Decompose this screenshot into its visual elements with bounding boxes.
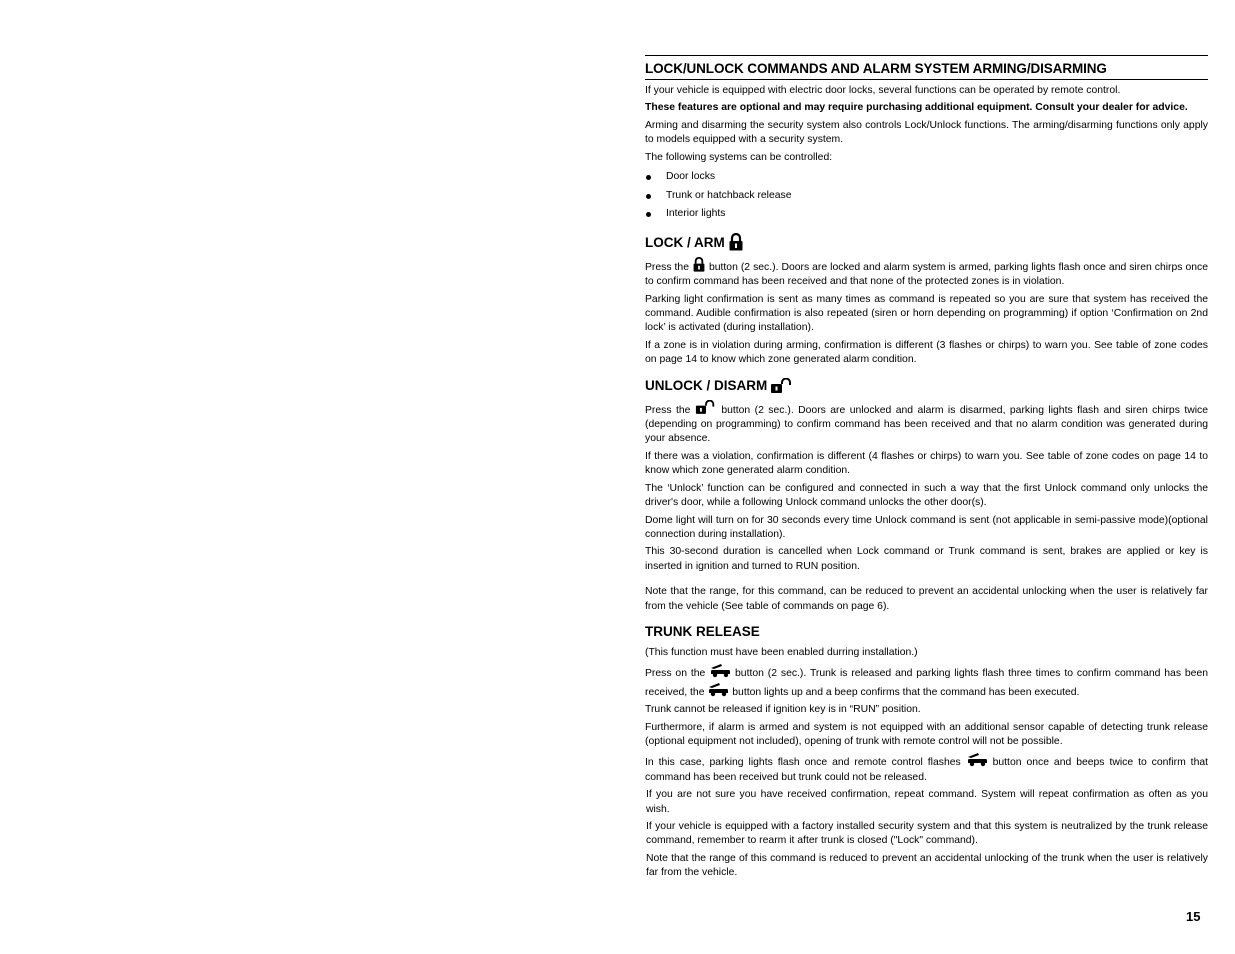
car-trunk-icon bbox=[707, 682, 729, 697]
padlock-closed-icon bbox=[692, 257, 706, 272]
unlock-paragraph: The ‘Unlock’ function can be configured and connected in such a way that the first Unlock command only unlocks the driver's door, while a following Unlock command unlocks the other door(s). bbox=[645, 482, 1208, 509]
section-title: LOCK/UNLOCK COMMANDS AND ALARM SYSTEM ARMING/DISARMING bbox=[645, 56, 1208, 80]
intro-paragraph: Arming and disarming the security system also controls Lock/Unlock functions. The arming/disarming functions only apply to models equipped with a security system. bbox=[645, 119, 1208, 146]
unlock-paragraph: If there was a violation, confirmation is different (4 flashes or chirps) to warn you. See table of zone codes on page 14 to know which zone generated alarm condition. bbox=[645, 450, 1208, 477]
intro-paragraph: The following systems can be controlled: bbox=[645, 151, 833, 163]
manual-page bbox=[645, 55, 1208, 884]
trunk-paragraph: In this case, parking lights flash once and remote control flashes button once and beeps twice to confirm that command has been received but trunk could not be released. bbox=[645, 752, 1208, 785]
unlock-heading-text: UNLOCK / DISARM bbox=[645, 377, 768, 393]
controlled-systems-list bbox=[645, 168, 1208, 224]
unlock-paragraph: Note that the range, for this command, can be reduced to prevent an accidental unlocking when the user is relatively far from the vehicle (See table of commands on page 6). bbox=[645, 586, 1208, 612]
car-trunk-icon bbox=[709, 663, 731, 678]
unlock-paragraph: Press the button (2 sec.). Doors are unlocked and alarm is disarmed, parking lights flash and siren chirps twice (depending on programming) to confirm command has been received and that no alarm condition was generated during your absence. bbox=[645, 400, 1208, 447]
trunk-paragraph: Trunk cannot be released if ignition key is in “RUN” position. bbox=[645, 704, 921, 716]
lock-paragraph: Parking light confirmation is sent as many times as command is repeated so you are sure that system has received the command. Audible confirmation is also repeated (siren or horn depending on programming) if option ‘Confirmation on 2nd lock’ is activated (during installation). bbox=[645, 293, 1208, 334]
list-item: Door locks bbox=[645, 168, 1208, 187]
page-number: 15 bbox=[1186, 909, 1201, 924]
unlock-heading bbox=[645, 377, 1208, 394]
intro-paragraph: If your vehicle is equipped with electric door locks, several functions can be operated by remote control. bbox=[645, 85, 1121, 96]
lock-paragraph: If a zone is in violation during arming, confirmation is different (3 flashes or chirps) to warn you. See table of zone codes on page 14 to know which zone generated alarm condition. bbox=[645, 339, 1208, 366]
trunk-paragraph: If you are not sure you have received confirmation, repeat command. System will repeat confirmation as often as you wish. bbox=[646, 789, 1208, 815]
lock-paragraph: Press the button (2 sec.). Doors are locked and alarm system is armed, parking lights flash once and siren chirps once to confirm command has been received and that none of the protected zones is in violation. bbox=[645, 257, 1208, 290]
trunk-paragraph: Note that the range of this command is reduced to prevent an accidental unlocking of the trunk when the user is relatively far from the vehicle. bbox=[646, 852, 1208, 879]
trunk-paragraph: Furthermore, if alarm is armed and system is not equipped with an additional sensor capable of detecting trunk release (optional equipment not included), opening of trunk with remote control will not be possible. bbox=[645, 721, 1208, 747]
trunk-heading bbox=[645, 623, 1208, 640]
trunk-paragraph: If your vehicle is equipped with a factory installed security system and that this system is neutralized by the trunk release command, remember to rearm it after trunk is closed ("Lock" command). bbox=[646, 821, 1208, 847]
list-item: Trunk or hatchback release bbox=[645, 187, 1208, 206]
car-trunk-icon bbox=[966, 752, 988, 767]
trunk-heading-text: TRUNK RELEASE bbox=[645, 623, 760, 639]
unlock-paragraph: Dome light will turn on for 30 seconds every time Unlock command is sent (not applicable in semi-passive mode)(optional connection during installation). bbox=[645, 514, 1208, 540]
trunk-paragraph: (This function must have been enabled durring installation.) bbox=[645, 646, 918, 658]
intro-notice: These features are optional and may require purchasing additional equipment. Consult your dealer for advice. bbox=[645, 102, 1188, 114]
padlock-closed-icon bbox=[728, 233, 744, 251]
unlock-paragraph: This 30-second duration is cancelled when Lock command or Trunk command is sent, brakes are applied or key is inserted in ignition and turned to RUN position. bbox=[645, 546, 1208, 572]
padlock-open-icon bbox=[695, 400, 717, 415]
list-item: Interior lights bbox=[645, 205, 1208, 224]
lock-heading bbox=[645, 233, 1208, 251]
trunk-paragraph: Press on the button (2 sec.). Trunk is released and parking lights flash three times to confirm command has been received, the button lights up and a beep confirms that the command has been executed. bbox=[645, 663, 1208, 700]
lock-heading-text: LOCK / ARM bbox=[645, 234, 725, 250]
padlock-open-icon bbox=[770, 378, 794, 394]
